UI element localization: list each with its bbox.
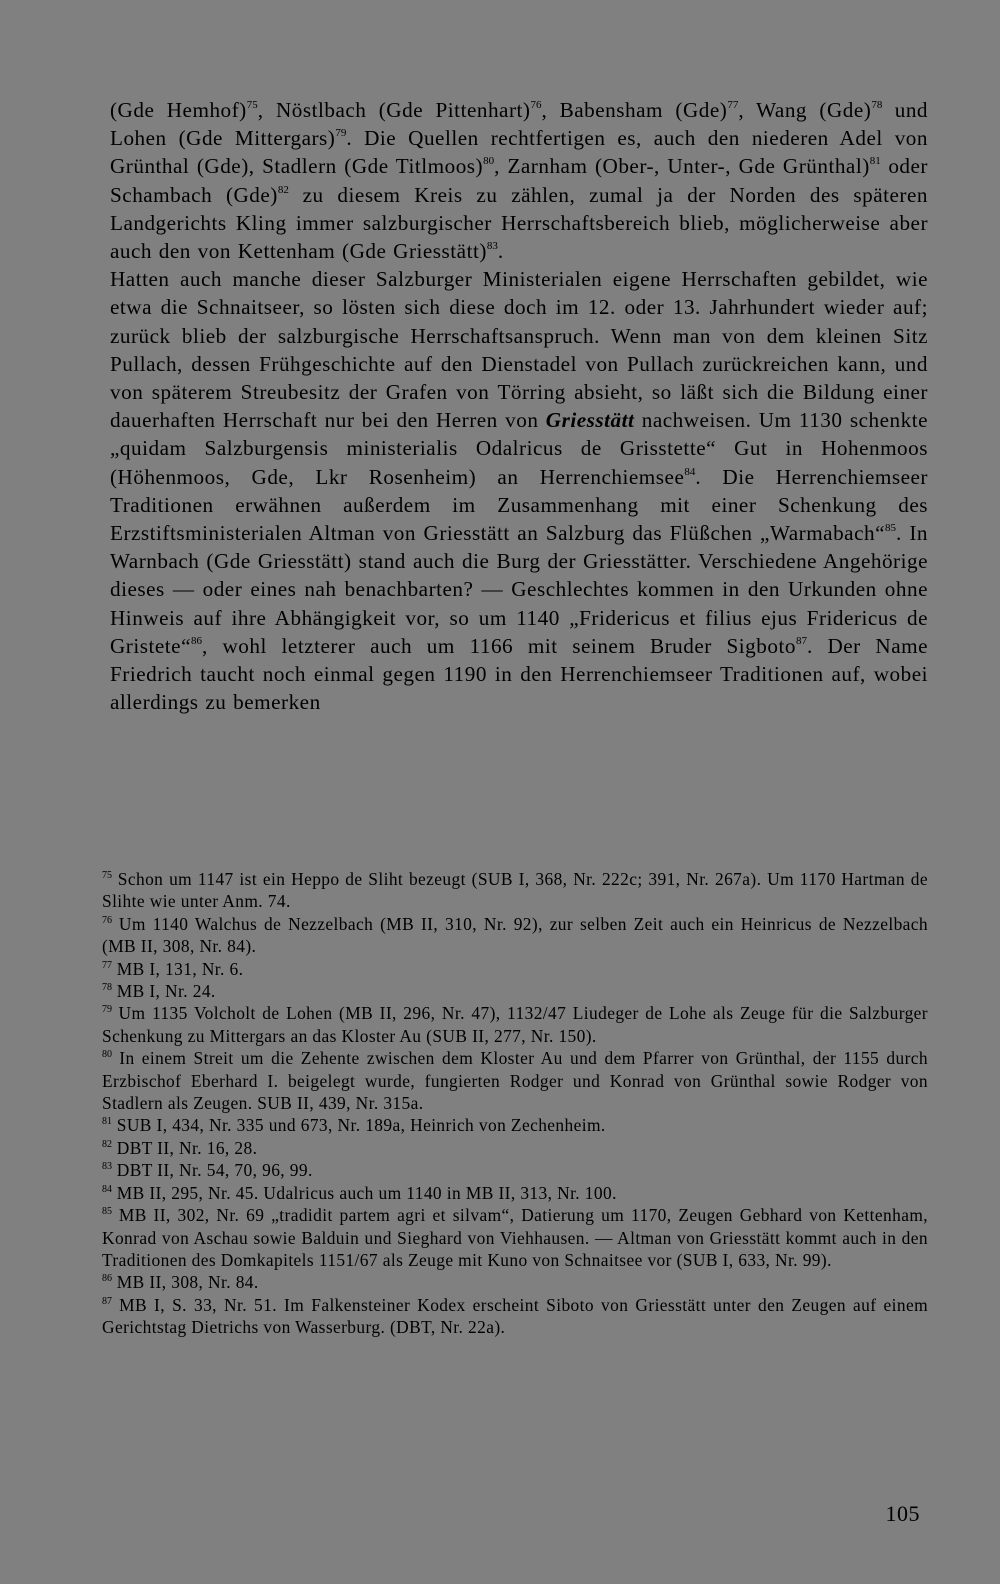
footnote <box>102 958 928 980</box>
footnote-text: MB II, 295, Nr. 45. Udalricus auch um 1140 in MB II, 313, Nr. 100. <box>112 1182 617 1203</box>
footnote <box>102 1137 928 1159</box>
footnote-text: MB I, Nr. 24. <box>112 981 216 1002</box>
text-run: . In Warnbach (Gde Griesstätt) stand auch die Burg der Griesstätter. Verschiedene Angehörige dieses — oder eines nah benachbarten? — Geschlechtes kommen in den Urkunden ohne Hinweis auf ihre Abhängigkeit vor, so um 1140 „Fridericus et filius ejus Fridericus de Gristete“ <box>110 521 929 658</box>
footnote-ref: 82 <box>277 183 289 196</box>
text-run: (Gde Hemhof) <box>110 98 247 122</box>
footnote-text: In einem Streit um die Zehente zwischen dem Kloster Au und dem Pfarrer von Grünthal, der 1155 durch Erzbischof Eberhard I. beigelegt wurde, fungierten Rodger und Konrad von Grünthal sowie Rodger von Stadlern als Zeugen. SUB II, 439, Nr. 315a. <box>102 1048 928 1114</box>
footnote-text: Um 1135 Volcholt de Lohen (MB II, 296, Nr. 47), 1132/47 Liudeger de Lohe als Zeuge für die Salzburger Schenkung zu Mittergars an das Kloster Au (SUB II, 277, Nr. 150). <box>102 1003 928 1046</box>
footnote-ref: 83 <box>486 240 498 253</box>
footnote-number: 86 <box>102 1273 112 1285</box>
footnote-text: MB I, 131, Nr. 6. <box>112 958 244 979</box>
text-run: , Babensham (Gde) <box>541 98 728 122</box>
text-run: Hatten auch manche dieser Salzburger Ministerialen eigene Herrschaften gebildet, wie etwa die Schnaitseer, so lösten sich diese doch im 12. oder 13. Jahrhundert wieder auf; zurück blieb der salzburgische Herrschaftsanspruch. Wenn man von dem kleinen Sitz Pullach, dessen Frühgeschichte auf den Dienstadel von Pullach zurückreichen kann, und von späterem Streubesitz der Grafen von Törring absieht, so läßt sich die Bildung einer dauerhaften Herrschaft nur bei den Herren von <box>110 267 928 433</box>
text-run: . Der Name Friedrich taucht noch einmal gegen 1190 in den Herrenchiemseer Traditionen auf, wobei allerdings zu bemerken <box>110 633 928 715</box>
footnote-number: 75 <box>102 870 112 881</box>
footnote-ref: 81 <box>869 155 881 168</box>
footnote-ref: 84 <box>684 465 696 478</box>
text-run: , Nöstlbach (Gde Pittenhart) <box>257 98 531 122</box>
footnote-ref: 86 <box>190 634 202 647</box>
text-run: , Zarnham (Ober-, Unter-, Gde Grünthal) <box>494 154 870 179</box>
footnote-ref: 85 <box>885 522 896 535</box>
footnote-text: Um 1140 Walchus de Nezzelbach (MB II, 310, Nr. 92), zur selben Zeit auch ein Heinricus de Nezzelbach (MB II, 308, Nr. 84). <box>102 913 928 957</box>
footnote-number: 77 <box>102 959 112 971</box>
footnote <box>102 1047 928 1114</box>
footnote-number: 80 <box>102 1049 112 1061</box>
footnote <box>102 1114 928 1136</box>
footnote-number: 84 <box>102 1183 112 1195</box>
footnote <box>102 1182 928 1204</box>
emphasis-griesstaett: Griesstätt <box>545 408 635 433</box>
footnote-text: SUB I, 434, Nr. 335 und 673, Nr. 189a, Heinrich von Zechenheim. <box>112 1115 606 1136</box>
footnotes <box>102 868 928 1339</box>
footnote-text: MB II, 308, Nr. 84. <box>112 1272 259 1293</box>
text-run: und Lohen (Gde Mittergars) <box>110 98 929 151</box>
page-number: 105 <box>885 1501 920 1526</box>
footnote <box>102 868 928 913</box>
text-run: oder Schambach (Gde) <box>110 154 928 207</box>
footnote-number: 87 <box>102 1295 112 1307</box>
text-run: . <box>497 239 504 264</box>
footnote-ref: 80 <box>483 155 495 168</box>
footnote <box>102 1294 928 1339</box>
footnote <box>102 1204 928 1271</box>
footnote <box>102 980 928 1002</box>
footnote-number: 83 <box>102 1161 112 1173</box>
footnote-number: 82 <box>102 1138 112 1150</box>
text-run: . Die Herrenchiemseer Traditionen erwähnen außerdem im Zusammenhang mit einer Schenkung des Erzstiftsministerialen Altman von Griesstätt an Salzburg das Flüßchen „Warmabach“ <box>110 464 928 546</box>
footnote-ref: 76 <box>530 99 542 111</box>
footnote-ref: 78 <box>871 99 883 111</box>
footnote <box>102 913 928 958</box>
footnote-number: 79 <box>102 1004 112 1016</box>
footnote-text: MB II, 302, Nr. 69 „tradidit partem agri et silvam“, Datierung um 1170, Zeugen Gebhard von Kettenham, Konrad von Aschau sowie Balduin und Sieghard von Viehhausen. — Altman von Griesstätt kommt auch in den Traditionen des Domkapitels 1151/67 als Zeuge mit Kuno von Schnaitsee vor (SUB I, 633, Nr. 99). <box>102 1205 928 1270</box>
main-text <box>110 96 928 716</box>
footnote <box>102 1002 928 1047</box>
footnote-number: 81 <box>102 1116 112 1128</box>
footnote <box>102 1159 928 1181</box>
text-run: , wohl letzterer auch um 1166 mit seinem Bruder Sigboto <box>201 633 796 658</box>
text-run: , Wang (Gde) <box>738 98 872 122</box>
paragraph-1 <box>110 96 928 265</box>
footnote-ref: 87 <box>795 634 807 647</box>
footnote-number: 76 <box>102 914 112 926</box>
footnote <box>102 1271 928 1293</box>
footnote-number: 78 <box>102 982 112 994</box>
text-run: nachweisen. Um 1130 schenkte „quidam Salzburgensis ministerialis Odalricus de Grisstette“ Gut in Hohenmoos (Höhenmoos, Gde, Lkr Rosenheim) an Herrenchiemsee <box>110 408 928 489</box>
footnote-text: MB I, S. 33, Nr. 51. Im Falkensteiner Kodex erscheint Siboto von Griesstätt unter den Zeugen auf einem Gerichtstag Dietrichs von Wasserburg. (DBT, Nr. 22a). <box>102 1294 928 1338</box>
paragraph-2 <box>110 265 928 716</box>
footnote-number: 85 <box>102 1206 112 1218</box>
footnote-text: DBT II, Nr. 16, 28. <box>112 1137 258 1158</box>
footnote-ref: 75 <box>246 99 258 111</box>
footnote-ref: 77 <box>727 99 739 111</box>
text-run: . Die Quellen rechtfertigen es, auch den niederen Adel von Grünthal (Gde), Stadlern (Gde Titlmoos) <box>110 126 928 179</box>
text-run: zu diesem Kreis zu zählen, zumal ja der Norden des späteren Landgerichts Kling immer salzburgischer Herrschaftsbereich blieb, möglicherweise aber auch den von Kettenham (Gde Griesstätt) <box>110 182 928 264</box>
footnote-text: Schon um 1147 ist ein Heppo de Sliht bezeugt (SUB I, 368, Nr. 222c; 391, Nr. 267a). Um 1170 Hartman de Slihte wie unter Anm. 74. <box>102 869 928 912</box>
footnote-text: DBT II, Nr. 54, 70, 96, 99. <box>112 1160 313 1181</box>
footnote-ref: 79 <box>335 127 347 140</box>
